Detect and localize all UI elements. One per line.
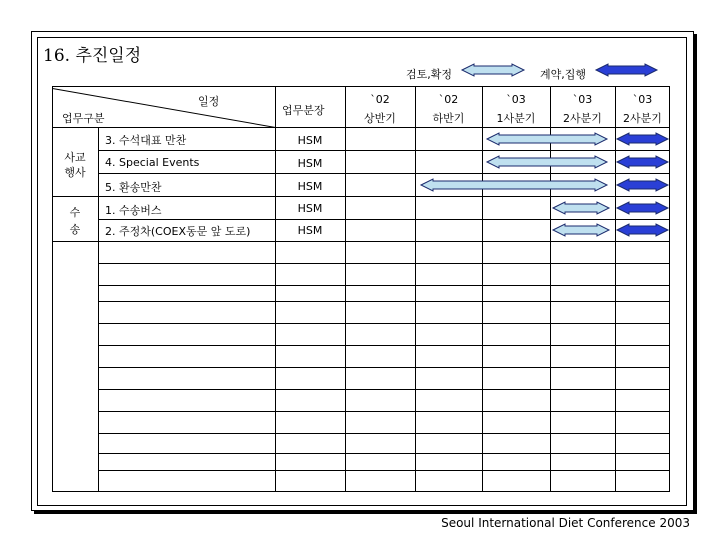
- group-transport-label-bottom: 송: [69, 223, 81, 236]
- header-category: 업무구분: [62, 112, 105, 125]
- schedule-bar-contract: [617, 179, 668, 191]
- group-social-label-bottom: 행사: [64, 166, 86, 179]
- task-label: 3. 수석대표 만찬: [105, 134, 187, 147]
- group-transport-label-top: 수: [69, 206, 81, 219]
- legend-review-arrow: [462, 64, 524, 76]
- header-schedule: 일정: [198, 95, 220, 108]
- task-label: 4. Special Events: [105, 156, 200, 169]
- period-year-3: `03: [506, 93, 526, 106]
- task-label: 1. 수송버스: [105, 204, 162, 217]
- task-owner: HSM: [297, 180, 323, 193]
- schedule-bar-review: [487, 133, 607, 145]
- period-year-1: `02: [370, 93, 390, 106]
- schedule-bar-contract: [617, 156, 668, 168]
- period-year-2: `02: [438, 93, 459, 106]
- period-half-4: 2사분기: [563, 112, 602, 125]
- legend-contract-arrow: [596, 64, 657, 76]
- schedule-bars: [421, 133, 668, 236]
- period-year-4: `03: [572, 93, 593, 106]
- task-owner: HSM: [297, 134, 323, 147]
- page-title: 16. 추진일정: [43, 46, 142, 66]
- schedule-bar-review: [553, 202, 609, 214]
- schedule-bar-review: [421, 179, 607, 191]
- task-owner: HSM: [297, 224, 323, 237]
- footer-text: Seoul International Diet Conference 2003: [441, 516, 690, 530]
- header-owner: 업무분장: [282, 104, 325, 117]
- schedule-bar-contract: [617, 202, 668, 214]
- legend-contract-label: 계약,집행: [540, 68, 587, 81]
- schedule-bar-review: [553, 224, 609, 236]
- task-owner: HSM: [297, 157, 323, 170]
- period-half-5: 2사분기: [623, 112, 662, 125]
- schedule-bar-contract: [617, 224, 668, 236]
- task-label: 2. 주정차(COEX동문 앞 도로): [105, 225, 251, 238]
- schedule-bar-contract: [617, 133, 668, 145]
- period-half-1: 상반기: [364, 112, 396, 125]
- period-half-2: 하반기: [432, 112, 465, 125]
- schedule-bar-review: [487, 156, 607, 168]
- task-owner: HSM: [297, 202, 323, 215]
- period-half-3: 1사분기: [496, 112, 536, 125]
- legend-arrows: [462, 64, 657, 76]
- group-social-label-top: 사교: [64, 151, 86, 164]
- legend-review-label: 검토,확정: [406, 68, 453, 81]
- task-label: 5. 환송만찬: [105, 181, 162, 194]
- period-year-5: `03: [632, 93, 653, 106]
